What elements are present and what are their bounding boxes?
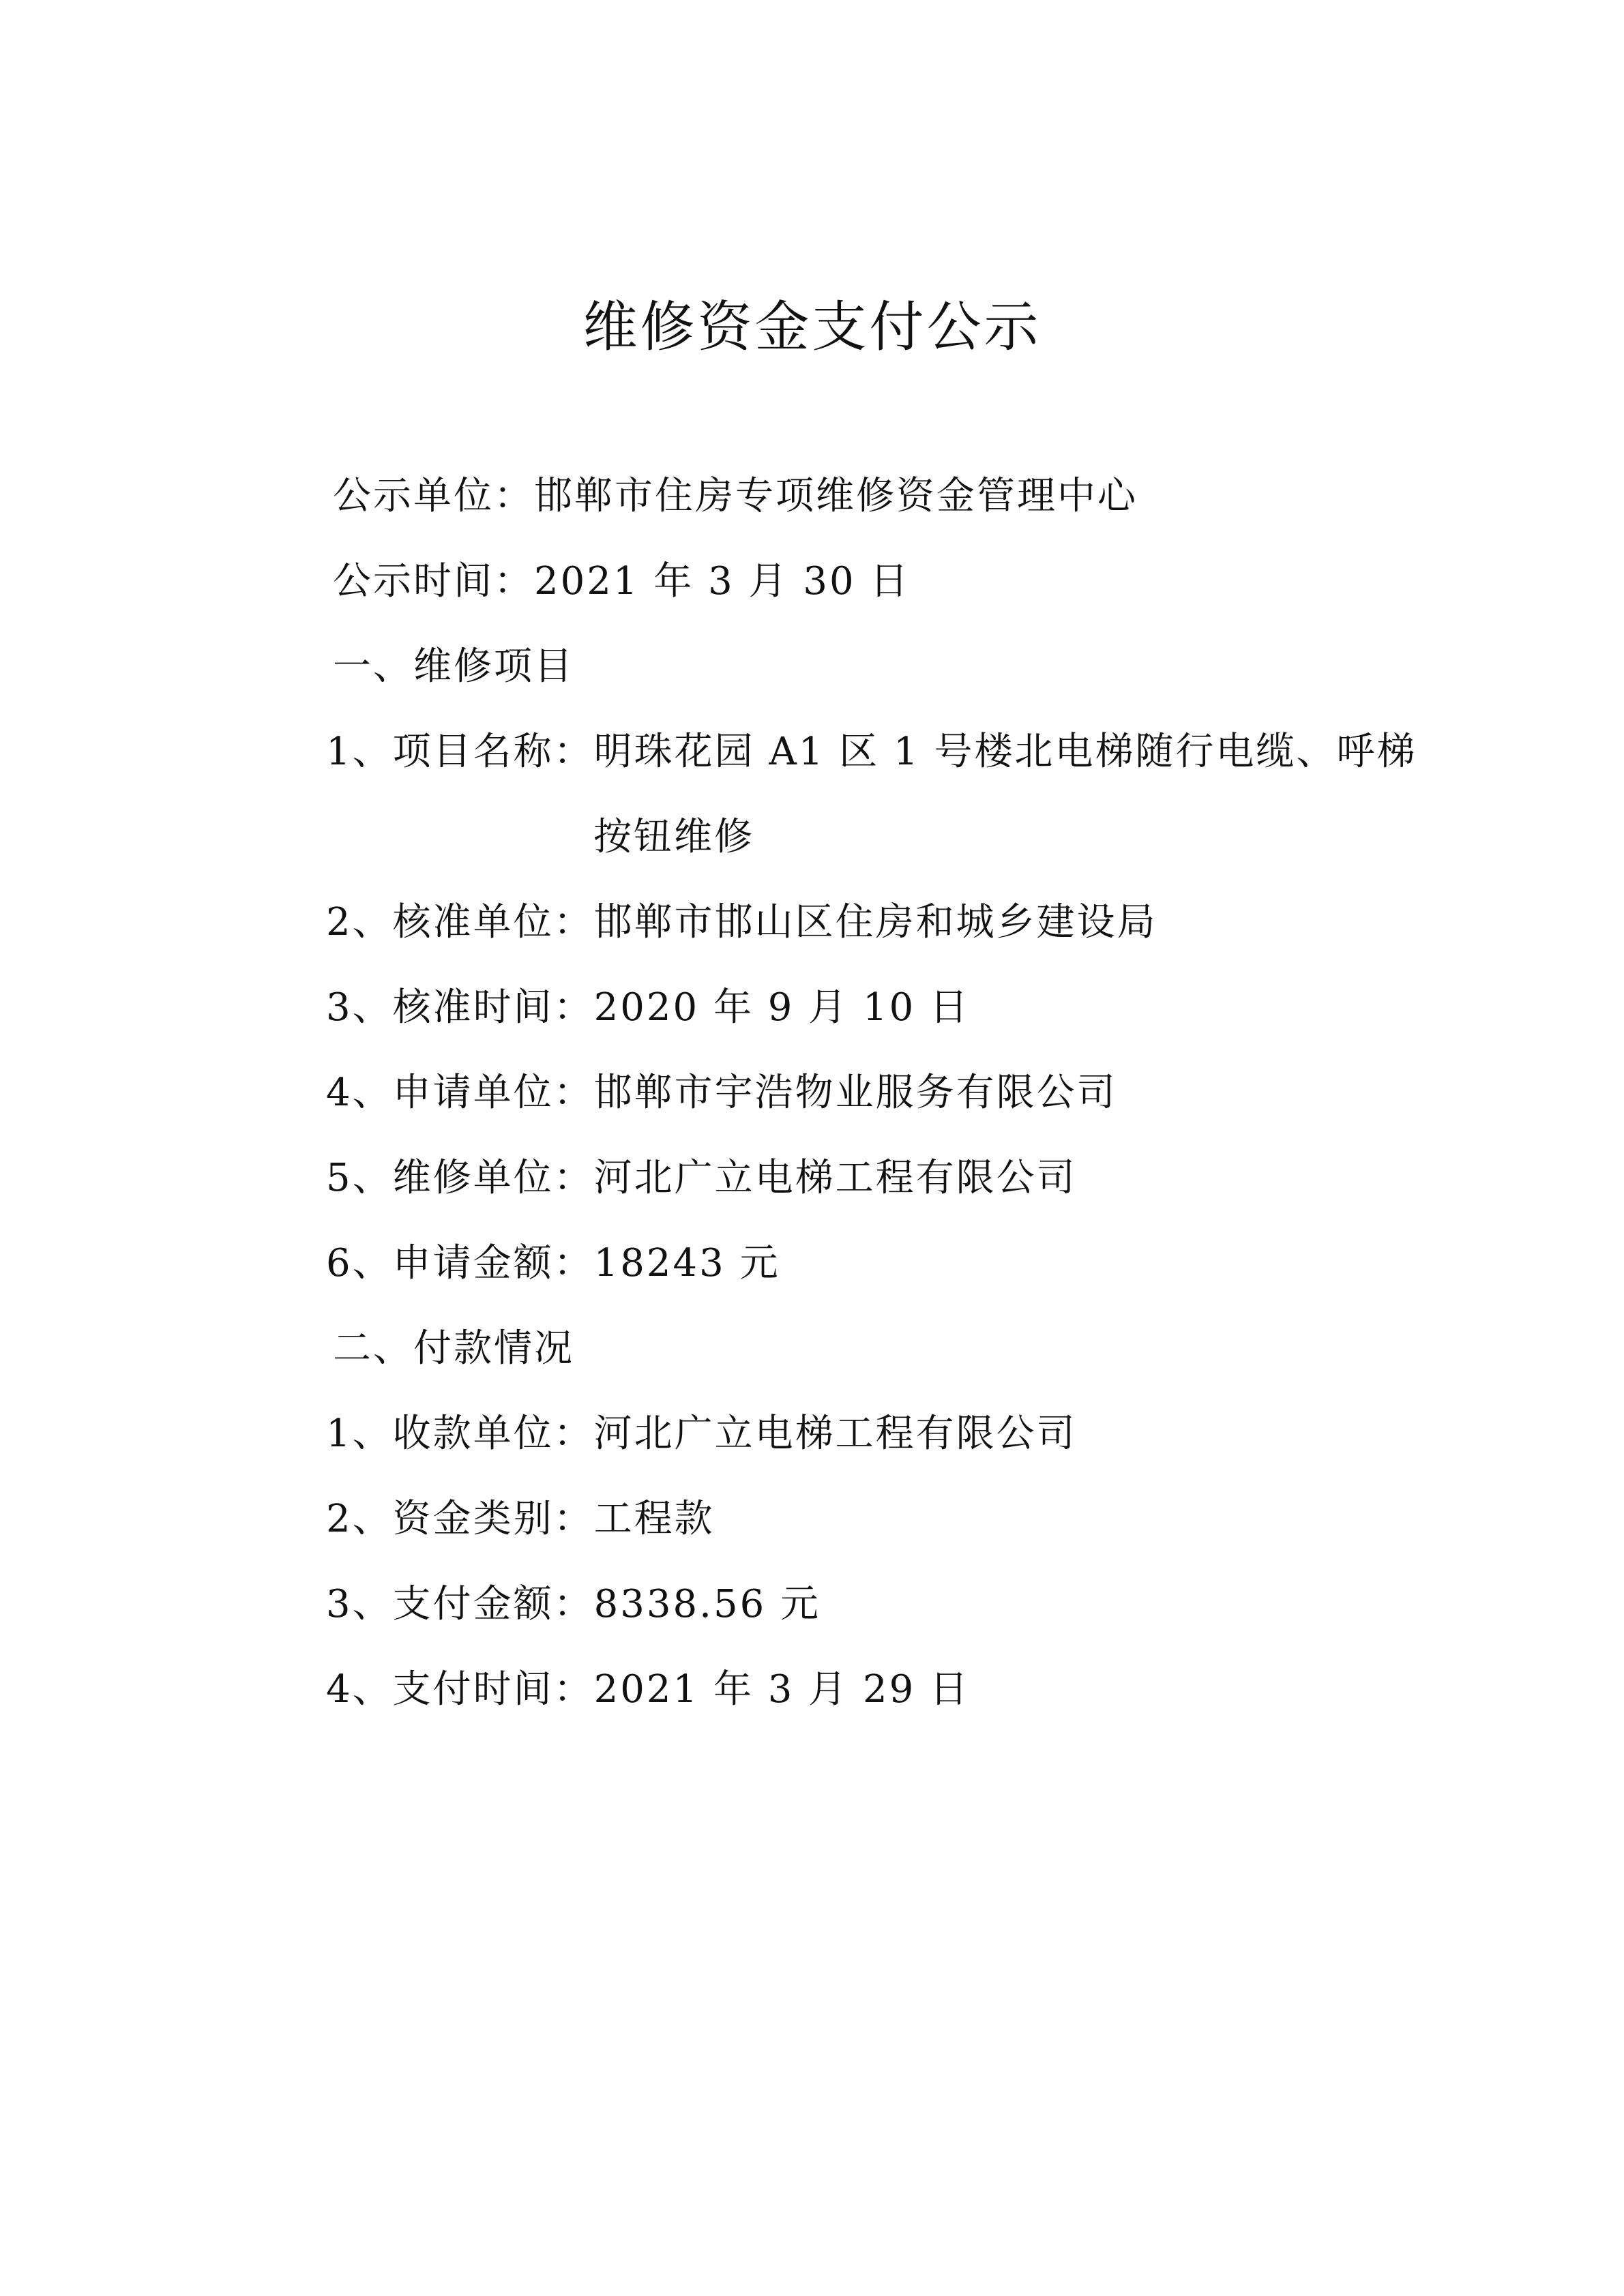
notice-unit-line: 公示单位：邯郸市住房专项维修资金管理中心 [333,474,1138,518]
payee-unit-line: 1、收款单位：河北广立电梯工程有限公司 [326,1412,1077,1456]
approval-unit-line: 2、核准单位：邯郸市邯山区住房和城乡建设局 [326,900,1157,944]
applicant-unit-line: 4、申请单位：邯郸市宇浩物业服务有限公司 [326,1071,1117,1115]
payment-amount-line: 3、支付金额：8338.56 元 [326,1582,821,1626]
section-payment-heading: 二、付款情况 [333,1326,574,1371]
fund-category-line: 2、资金类别：工程款 [326,1497,715,1541]
document-title: 维修资金支付公示 [582,295,1042,359]
notice-date-line: 公示时间：2021 年 3 月 30 日 [333,559,911,603]
applied-amount-line: 6、申请金额：18243 元 [326,1241,780,1285]
approval-date-line: 3、核准时间：2020 年 9 月 10 日 [326,985,971,1030]
section-maintenance-project-heading: 一、维修项目 [333,644,574,689]
maintenance-unit-line: 5、维修单位：河北广立电梯工程有限公司 [326,1156,1077,1200]
payment-date-line: 4、支付时间：2021 年 3 月 29 日 [326,1667,971,1712]
project-name-line: 1、项目名称：明珠花园 A1 区 1 号楼北电梯随行电缆、呼梯 [326,730,1417,774]
project-name-continuation-line: 按钮维修 [593,815,754,859]
